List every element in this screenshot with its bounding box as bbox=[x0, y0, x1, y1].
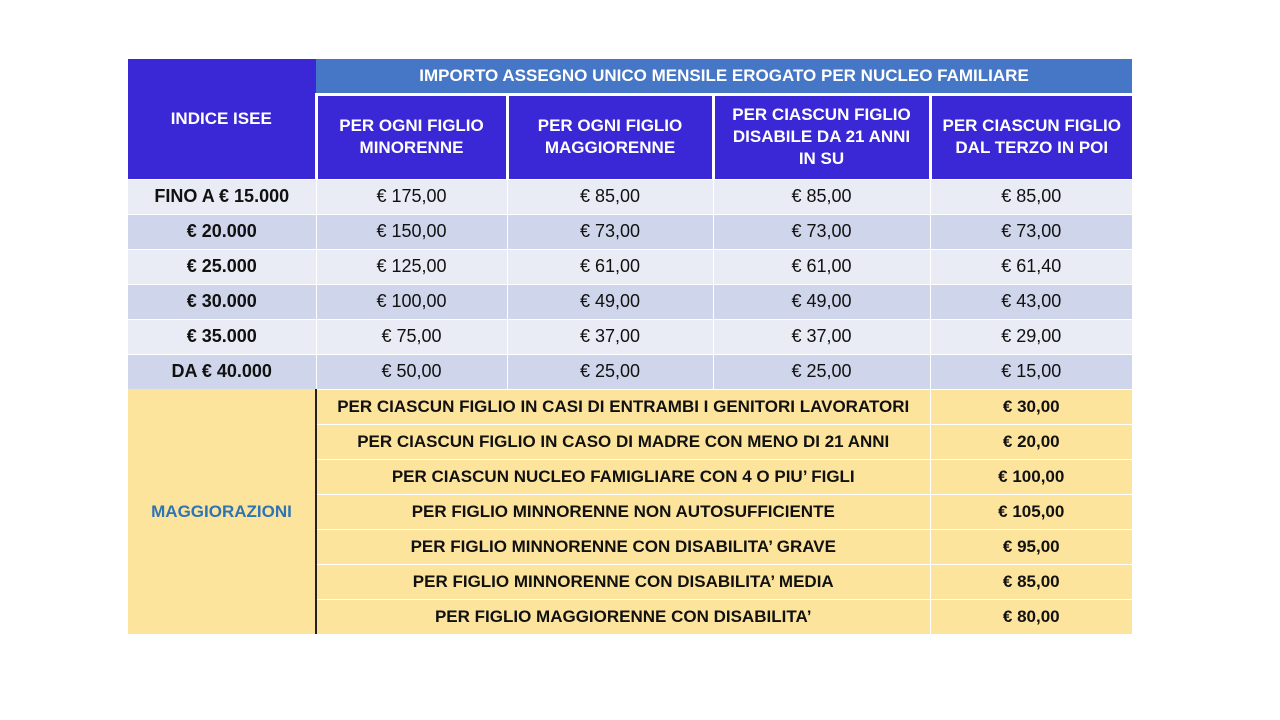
table-row bbox=[128, 214, 1132, 249]
amount-cell: € 49,00 bbox=[507, 284, 713, 319]
column-header-minorenne bbox=[316, 94, 507, 179]
bonus-amount: € 95,00 bbox=[930, 529, 1132, 564]
bonus-amount: € 30,00 bbox=[930, 389, 1132, 424]
isee-threshold-cell: € 35.000 bbox=[128, 319, 316, 354]
amount-group-header: IMPORTO ASSEGNO UNICO MENSILE EROGATO PER NUCLEO FAMILIARE bbox=[316, 59, 1132, 94]
isee-threshold-cell: DA € 40.000 bbox=[128, 354, 316, 389]
bonus-amount: € 80,00 bbox=[930, 599, 1132, 634]
amount-cell: € 85,00 bbox=[713, 179, 930, 214]
assegno-unico-table bbox=[128, 59, 1132, 634]
amount-cell: € 50,00 bbox=[316, 354, 507, 389]
amount-cell: € 61,00 bbox=[507, 249, 713, 284]
amount-cell: € 25,00 bbox=[713, 354, 930, 389]
amount-cell: € 15,00 bbox=[930, 354, 1132, 389]
isee-threshold-cell: € 20.000 bbox=[128, 214, 316, 249]
bonus-amount: € 85,00 bbox=[930, 564, 1132, 599]
amount-cell: € 75,00 bbox=[316, 319, 507, 354]
bonus-label: PER CIASCUN NUCLEO FAMIGLIARE CON 4 O PIU’ FIGLI bbox=[316, 459, 930, 494]
isee-threshold-cell: € 25.000 bbox=[128, 249, 316, 284]
amount-cell: € 61,40 bbox=[930, 249, 1132, 284]
bonus-label: PER FIGLIO MINNORENNE NON AUTOSUFFICIENTE bbox=[316, 494, 930, 529]
column-header-maggiorenne bbox=[507, 94, 713, 179]
column-header-line: PER CIASCUN FIGLIO bbox=[942, 116, 1122, 135]
amount-cell: € 49,00 bbox=[713, 284, 930, 319]
table-row bbox=[128, 284, 1132, 319]
column-header-line: PER OGNI FIGLIO bbox=[339, 116, 484, 135]
amount-cell: € 43,00 bbox=[930, 284, 1132, 319]
amount-cell: € 29,00 bbox=[930, 319, 1132, 354]
column-header-line: DISABILE DA 21 ANNI bbox=[732, 127, 911, 146]
table-row bbox=[128, 179, 1132, 214]
column-header-disabile bbox=[713, 94, 930, 179]
amount-cell: € 73,00 bbox=[713, 214, 930, 249]
table-row bbox=[128, 319, 1132, 354]
bonus-label: PER FIGLIO MINNORENNE CON DISABILITA’ GRAVE bbox=[316, 529, 930, 564]
table-row bbox=[128, 354, 1132, 389]
amount-cell: € 85,00 bbox=[930, 179, 1132, 214]
isee-threshold-cell: FINO A € 15.000 bbox=[128, 179, 316, 214]
amount-cell: € 25,00 bbox=[507, 354, 713, 389]
amount-cell: € 37,00 bbox=[713, 319, 930, 354]
bonus-label: PER CIASCUN FIGLIO IN CASI DI ENTRAMBI I GENITORI LAVORATORI bbox=[316, 389, 930, 424]
bonus-amount: € 105,00 bbox=[930, 494, 1132, 529]
amount-cell: € 73,00 bbox=[930, 214, 1132, 249]
isee-column-header: INDICE ISEE bbox=[128, 59, 316, 179]
isee-threshold-cell: € 30.000 bbox=[128, 284, 316, 319]
amount-cell: € 125,00 bbox=[316, 249, 507, 284]
column-header-line: DAL TERZO IN POI bbox=[955, 138, 1109, 157]
table-row bbox=[128, 249, 1132, 284]
column-header-line: PER OGNI FIGLIO bbox=[537, 116, 683, 135]
column-header-line: MINORENNE bbox=[359, 138, 464, 157]
bonus-label: PER FIGLIO MINNORENNE CON DISABILITA’ MEDIA bbox=[316, 564, 930, 599]
amount-cell: € 150,00 bbox=[316, 214, 507, 249]
bonus-amount: € 100,00 bbox=[930, 459, 1132, 494]
amount-cell: € 37,00 bbox=[507, 319, 713, 354]
bonus-row bbox=[128, 389, 1132, 424]
bonus-amount: € 20,00 bbox=[930, 424, 1132, 459]
column-header-line: IN SU bbox=[798, 149, 845, 168]
amount-cell: € 73,00 bbox=[507, 214, 713, 249]
maggiorazioni-heading: MAGGIORAZIONI bbox=[128, 389, 316, 634]
column-header-line: MAGGIORENNE bbox=[544, 138, 676, 157]
column-header-terzo-figlio bbox=[930, 94, 1132, 179]
amount-cell: € 175,00 bbox=[316, 179, 507, 214]
amount-cell: € 85,00 bbox=[507, 179, 713, 214]
amount-cell: € 100,00 bbox=[316, 284, 507, 319]
bonus-label: PER CIASCUN FIGLIO IN CASO DI MADRE CON MENO DI 21 ANNI bbox=[316, 424, 930, 459]
amount-cell: € 61,00 bbox=[713, 249, 930, 284]
column-header-line: PER CIASCUN FIGLIO bbox=[732, 105, 911, 124]
bonus-label: PER FIGLIO MAGGIORENNE CON DISABILITA’ bbox=[316, 599, 930, 634]
